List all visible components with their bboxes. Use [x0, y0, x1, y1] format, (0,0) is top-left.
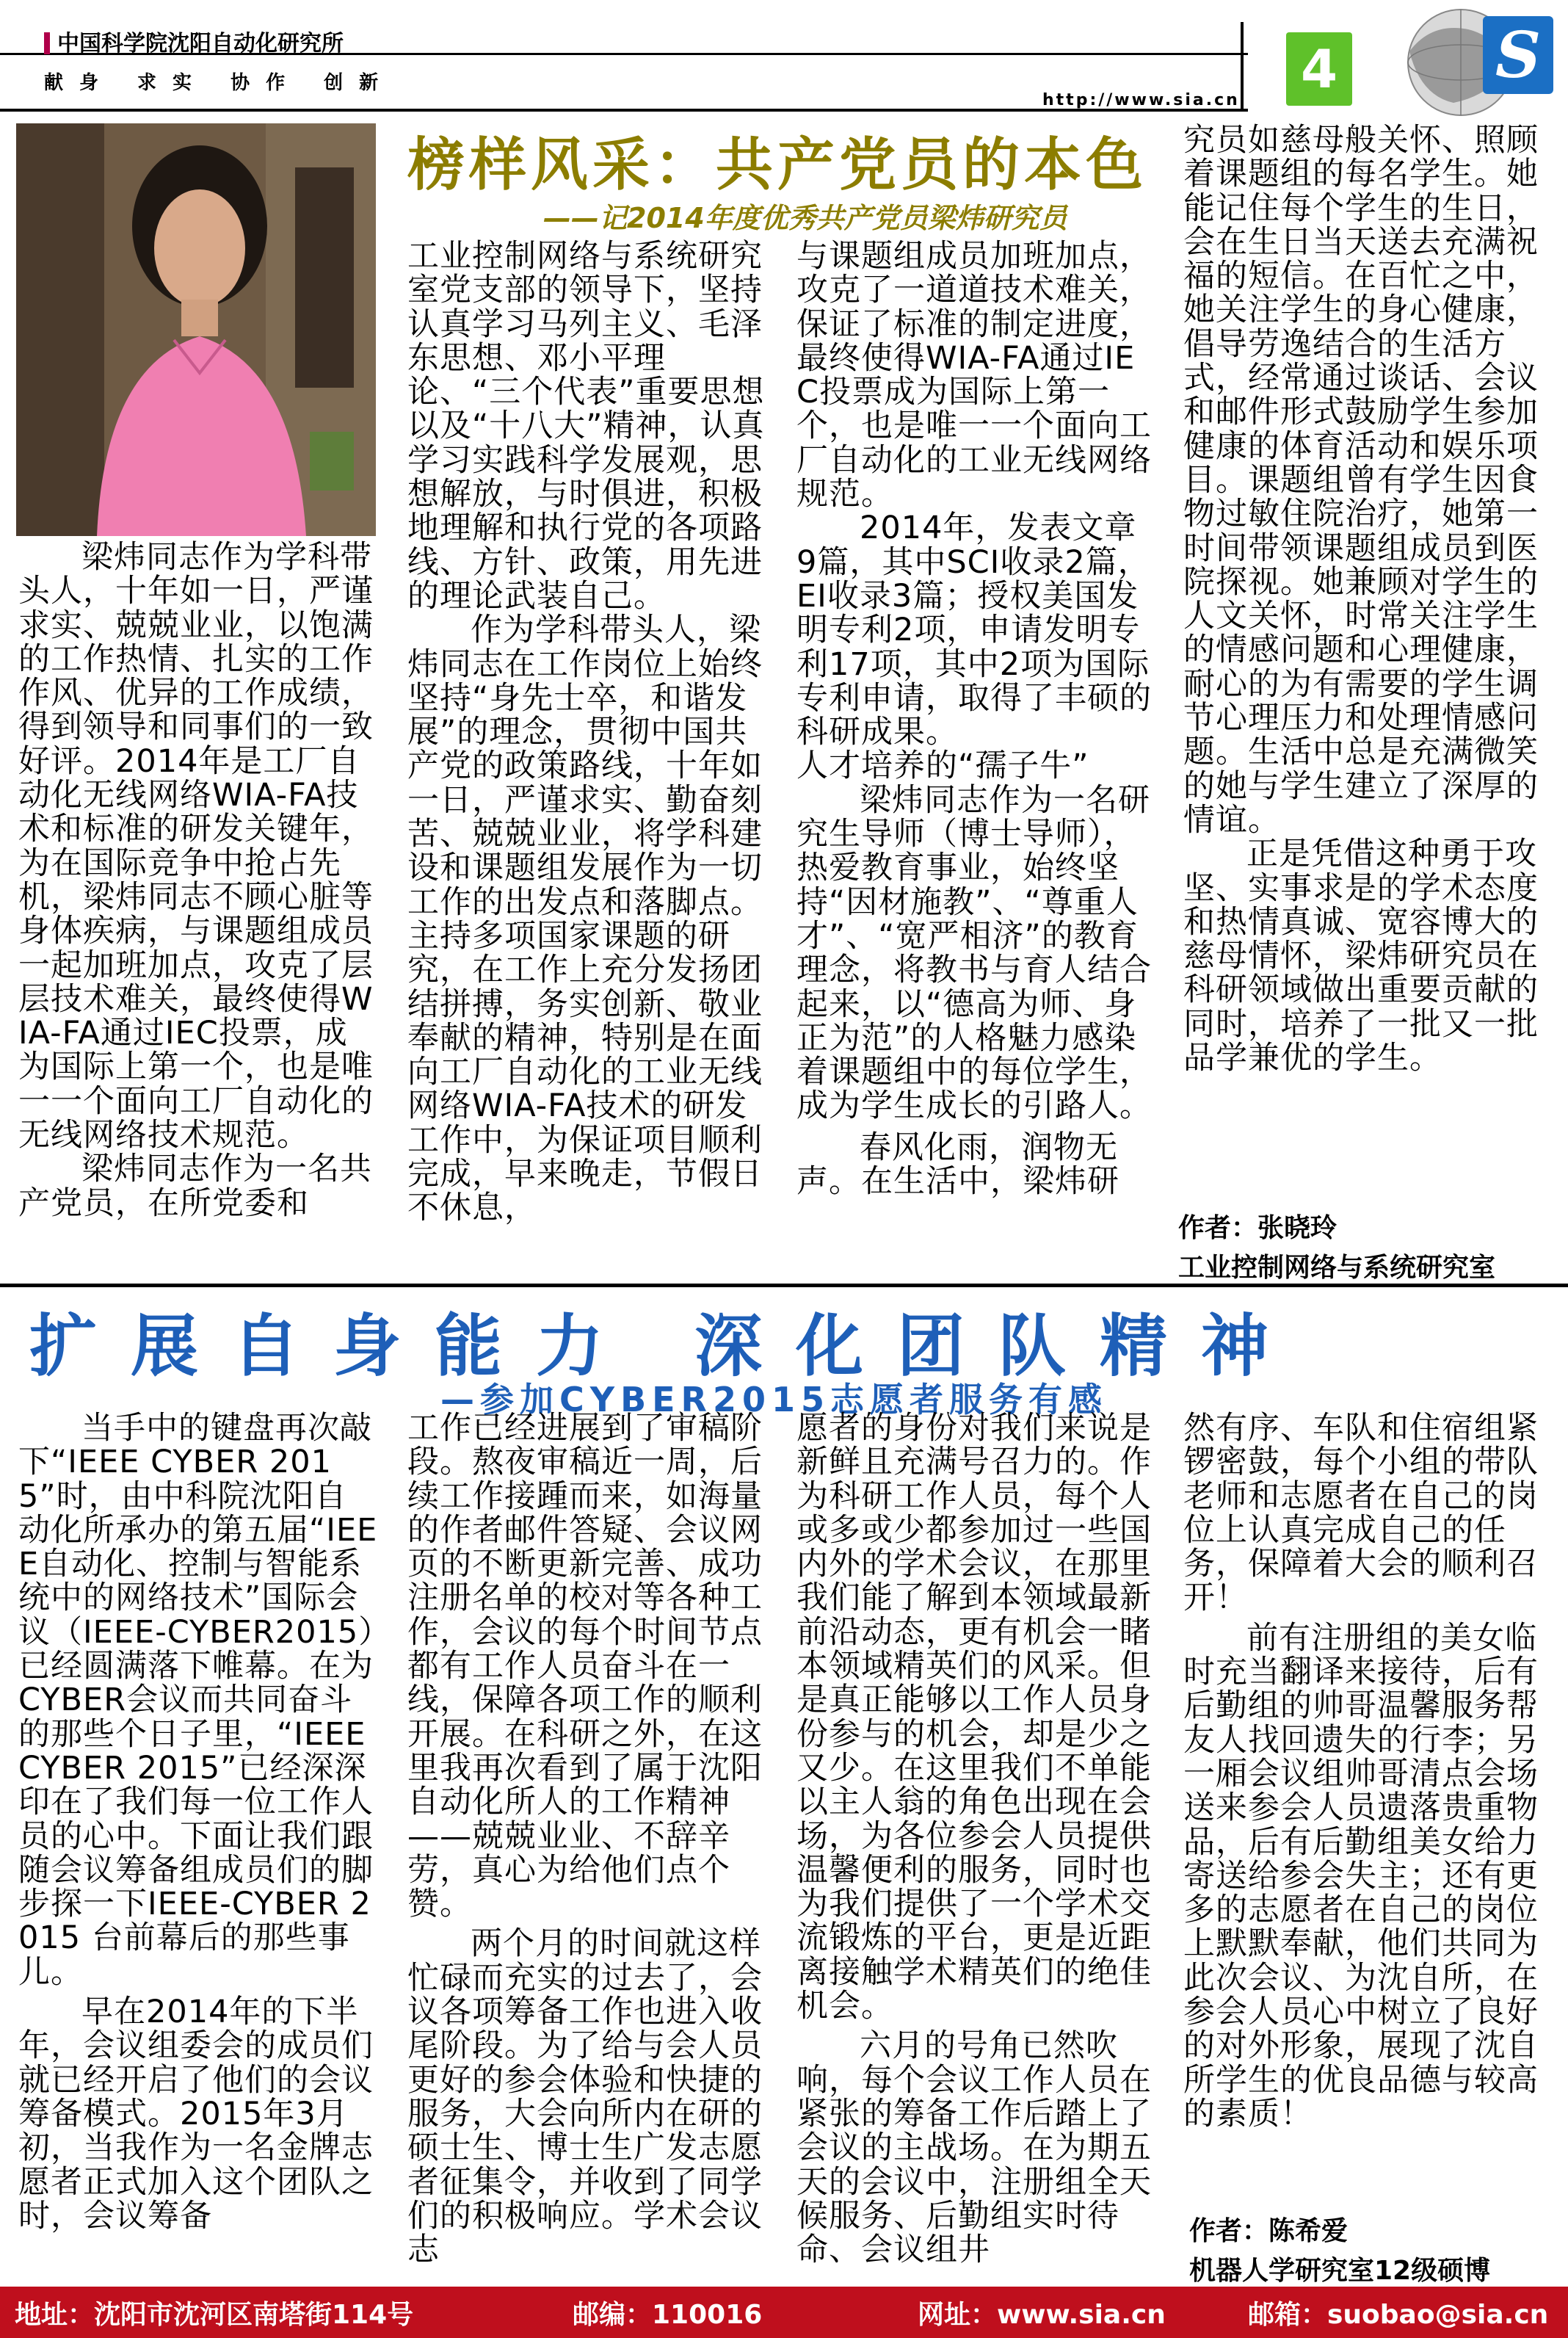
paragraph: 早在2014年的下半年，会议组委会的成员们就已经开启了他们的会议筹备模式。2015年3月初，当我作为一名金牌志愿者正式加入这个团队之时，会议筹备 [18, 1994, 374, 2234]
article2-subtitle: —参加CYBER2015志愿者服务有感 [440, 1380, 1108, 1419]
header-divider [1241, 22, 1244, 110]
article1-title: 榜样风采：共产党员的本色 [407, 132, 1148, 198]
paragraph: 梁炜同志作为一名共产党员，在所党委和 [18, 1151, 372, 1222]
paragraph: 2014年，发表文章9篇，其中SCI收录2篇，EI收录3篇；授权美国发明专利2项，申请发明专利17项，其中2项为国际专利申请，取得了丰硕的科研成果。 [796, 510, 1152, 751]
paragraph: 工业控制网络与系统研究室党支部的领导下，坚持认真学习马列主义、毛泽东思想、邓小平理论、“三个代表”重要思想以及“十八大”精神，认真学习实践科学发展观，思想解放，与时俱进，积极地理解和执行党的各项路线、方针、政策，用先进的理论武装自己。 [407, 238, 765, 615]
page-header [0, 0, 1568, 121]
paragraph: 愿者的身份对我们来说是新鲜且充满号召力的。作为科研工作人员，每个人或多或少都参加过一些国内外的学术会议，在那里我们能了解到本领域最新前沿动态，更有机会一睹本领域精英们的风采。但是真正能够以工作人员身份参与的机会，却是少之又少。在这里我们不单能以主人翁的角色出现在会场，为各位参会人员提供温馨便利的服务，同时也为我们提供了一个学术交流锻炼的平台，更是近距离接触学术精英们的绝佳机会。 [796, 1410, 1152, 2025]
paragraph: 春风化雨，润物无声。在生活中，梁炜研 [796, 1129, 1119, 1201]
globe-logo-icon [1387, 7, 1556, 117]
page-footer [0, 2287, 1568, 2338]
article2-column-3 [796, 1411, 1156, 2267]
page-number: 4 [1286, 32, 1352, 106]
article1-subtitle: ——记2014年度优秀共产党员梁炜研究员 [543, 202, 1067, 234]
article2-column-2 [407, 1411, 767, 2267]
footer-email: 邮箱：suobao@sia.cn [1248, 2299, 1549, 2330]
paragraph: 究员如慈母般关怀、照顾着课题组的每名学生。她能记住每个学生的生日，会在生日当天送去充满祝福的短信。在百忙之中，她关注学生的身心健康，倡导劳逸结合的生活方式，经常通过谈话、会议和邮件形式鼓励学生参加健康的体育活动和娱乐项目。课题组曾有学生因食物过敏住院治疗，她第一时间带领课题组成员到医院探视。她兼顾对学生的人文关怀，时常关注学生的情感问题和心理健康，耐心的为有需要的学生调节心理压力和处理情感问题。生活中总是充满微笑的她与学生建立了深厚的情谊。 [1183, 122, 1539, 839]
paragraph: 梁炜同志作为一名研究生导师（博士导师），热爱教育事业，始终坚持“因材施教”、“尊重人才”、“宽严相济”的教育理念，将教书与育人结合起来，以“德高为师、身正为范”的人格魅力感染着课题组中的每位学生，成为学生成长的引路人。 [796, 781, 1152, 1125]
portrait-photo [16, 123, 376, 536]
article2-byline [1189, 2212, 1490, 2291]
article1-column-1 [18, 540, 378, 1220]
paragraph: 工作已经进展到了审稿阶段。熬夜审稿近一周，后续工作接踵而来，如海量的作者邮件答疑、会议网页的不断更新完善、成功注册名单的校对等各种工作，会议的每个时间节点都有工作人员奋斗在一线，保障各项工作的顺利开展。在科研之外，在这里我再次看到了属于沈阳自动化所人的工作精神——兢兢业业、不辞辛劳，真心为给他们点个赞。 [407, 1410, 763, 1923]
paragraph: 六月的号角已然吹响，每个会议工作人员在紧张的筹备工作后踏上了会议的主战场。在为期五天的会议中，注册组全天候服务、后勤组实时待命、会议组井 [796, 2027, 1152, 2269]
svg-text:S: S [1495, 18, 1542, 93]
section-heading: 人才培养的“孺子牛” [796, 748, 1089, 785]
article1-byline [1178, 1209, 1495, 1288]
article-separator [0, 1284, 1568, 1287]
paragraph: 当手中的键盘再次敲下“IEEE CYBER 2015”时，由中科院沈阳自动化所承办的第五届“IEEE自动化、控制与智能系统中的网络技术”国际会议（IEEE-CYBER2015）已经圆满落下帷幕。在为CYBER会议而共同奋斗的那些个日子里，“IEEE CYBER 2015”已经深深印在了我们每一位工作人员的心中。下面让我们跟随会议筹备组成员们的脚步探一下IEEE-CYBER 2015 台前幕后的那些事儿。 [18, 1410, 378, 1991]
article2-column-1 [18, 1411, 378, 2233]
author-name: 作者：张晓玲 [1178, 1213, 1337, 1243]
article1-column-4 [1183, 123, 1543, 1075]
paragraph: 梁炜同志作为学科带头人，十年如一日，严谨求实、兢兢业业，以饱满的工作热情、扎实的工作作风、优异的工作成绩，得到领导和同事们的一致好评。2014年是工厂自动化无线网络WIA-FA技术和标准的研发关键年，为在国际竞争中抢占先机，梁炜同志不顾心脏等身体疾病，与课题组成员一起加班加点，攻克了层层技术难关，最终使得WIA-FA通过IEC投票，成为国际上第一个，也是唯一一个面向工厂自动化的无线网络技术规范。 [18, 539, 374, 1154]
article2-column-4 [1183, 1411, 1543, 2131]
author-unit: 工业控制网络与系统研究室 [1178, 1253, 1496, 1283]
footer-postcode: 邮编：110016 [573, 2299, 763, 2330]
institution-name: 中国科学院沈阳自动化研究所 [44, 25, 344, 57]
article1-column-3 [796, 238, 1156, 1201]
article2-title: 扩展自身能力 深化团队精神 [29, 1307, 1303, 1386]
paragraph: 与课题组成员加班加点，攻克了一道道技术难关，保证了标准的制定进度，最终使得WIA-FA通过IEC投票成为国际上第一个，也是唯一一个面向工厂自动化的工业无线网络规范。 [796, 238, 1152, 513]
footer-address: 地址：沈阳市沈河区南塔街114号 [15, 2299, 414, 2330]
article1-column-2 [407, 239, 767, 1226]
header-website: http://www.sia.cn [1042, 91, 1240, 109]
paragraph: 前有注册组的美女临时充当翻译来接待，后有后勤组的帅哥温馨服务帮友人找回遗失的行李；另一厢会议组帅哥清点会场送来参会人员遗落贵重物品，后有后勤组美女给力寄送给参会失主；还有更多的志愿者在自己的岗位上默默奉献，他们共同为此次会议、为沈自所，在参会人员心中树立了良好的对外形象，展现了沈自所学生的优良品德与较高的素质！ [1183, 1619, 1539, 2132]
paragraph: 作为学科带头人，梁炜同志在工作岗位上始终坚持“身先士卒，和谐发展”的理念，贯彻中国共产党的政策路线，十年如一日，严谨求实、勤奋刻苦、兢兢业业，将学科建设和课题组发展作为一切工作的出发点和落脚点。主持多项国家课题的研究，在工作上充分发扬团结拼搏，务实创新、敬业奉献的精神，特别是在面向工厂自动化的工业无线网络WIA-FA技术的研发工作中，为保证项目顺利完成，早来晚走，节假日不休息， [407, 612, 763, 1227]
footer-website: 网址：www.sia.cn [918, 2299, 1166, 2330]
motto: 献身 求实 协作 创新 [44, 72, 395, 94]
paragraph: 然有序、车队和住宿组紧锣密鼓，每个小组的带队老师和志愿者在自己的岗位上认真完成自己的任务，保障着大会的顺利召开！ [1183, 1410, 1539, 1617]
author-unit: 机器人学研究室12级硕博 [1189, 2256, 1491, 2286]
paragraph: 两个月的时间就这样忙碌而充实的过去了，会议各项筹备工作也进入收尾阶段。为了给与会人员更好的参会体验和快捷的服务，大会向所内在研的硕士生、博士生广发志愿者征集令，并收到了同学们的积极响应。学术会议志 [407, 1925, 763, 2269]
author-name: 作者：陈希爱 [1189, 2216, 1349, 2246]
paragraph: 正是凭借这种勇于攻坚、实事求是的学术态度和热情真诚、宽容博大的慈母情怀，梁炜研究员在科研领域做出重要贡献的同时，培养了一批又一批品学兼优的学生。 [1183, 836, 1539, 1077]
